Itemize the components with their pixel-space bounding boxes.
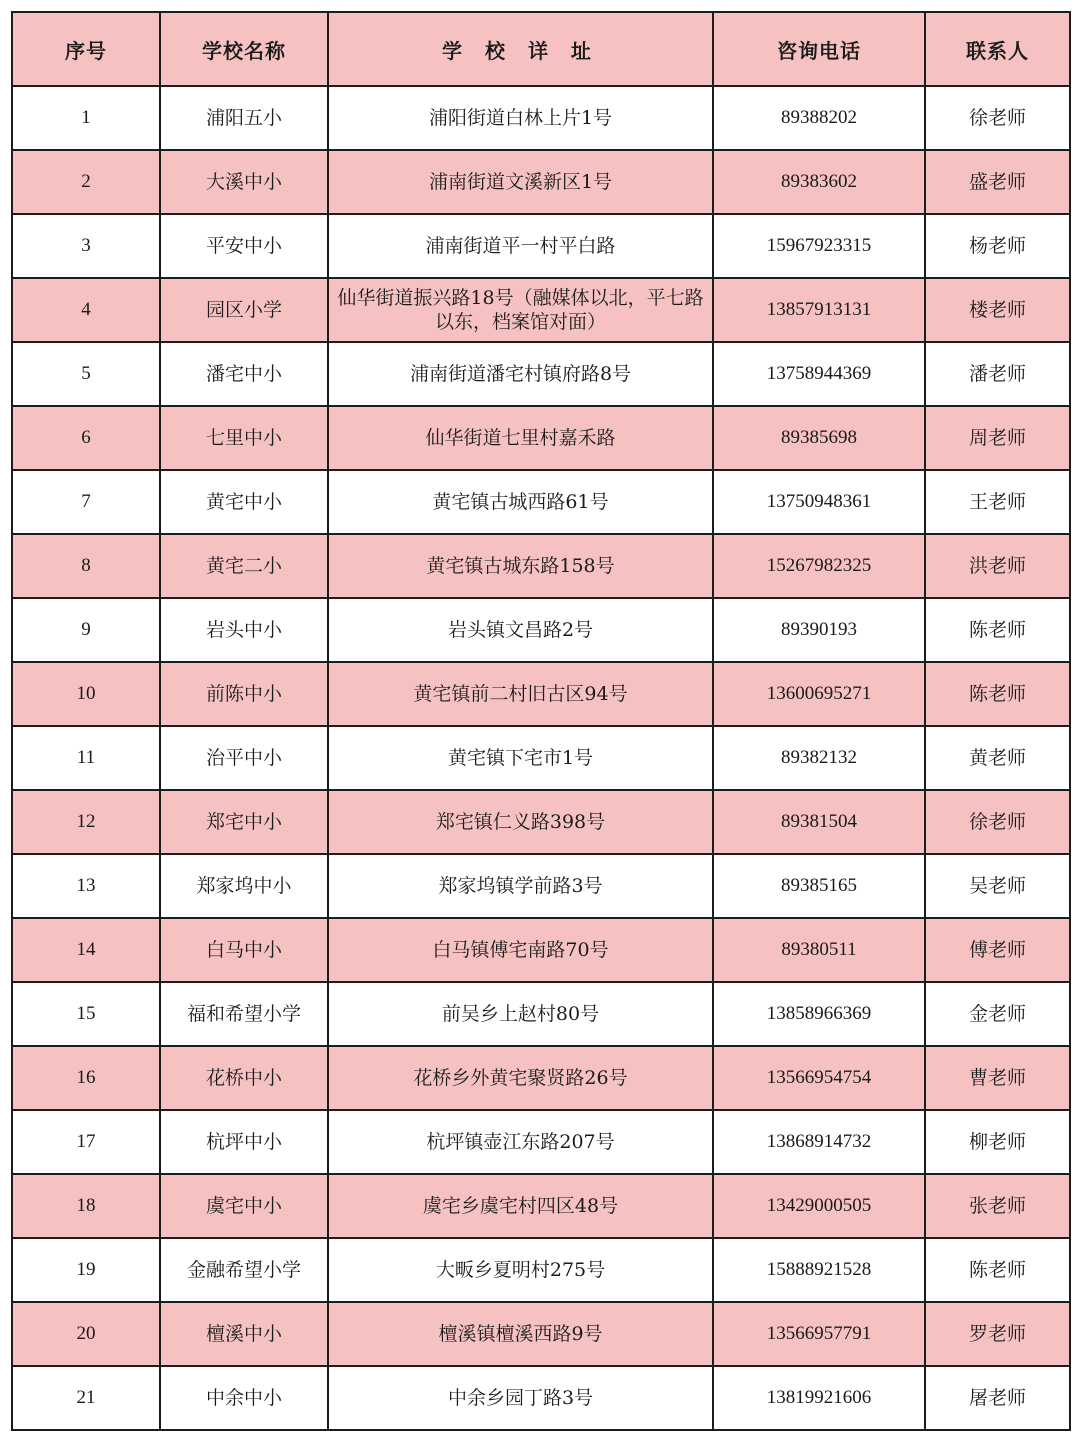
cell-serial-number: 11 [12,726,160,790]
cell-contact: 陈老师 [925,1238,1070,1302]
cell-phone: 13858966369 [713,982,925,1046]
cell-school-address: 浦阳街道白林上片1号 [328,86,713,150]
cell-school-name: 大溪中小 [160,150,328,214]
cell-serial-number: 20 [12,1302,160,1366]
cell-serial-number: 4 [12,278,160,342]
table-row [12,1366,1070,1430]
header-serial-number: 序号 [12,12,160,86]
cell-serial-number: 9 [12,598,160,662]
table-row [12,150,1070,214]
cell-school-address: 白马镇傅宅南路70号 [328,918,713,982]
cell-school-address: 浦南街道潘宅村镇府路8号 [328,342,713,406]
cell-school-address: 仙华街道振兴路18号（融媒体以北，平七路以东，档案馆对面） [328,278,713,342]
cell-school-name: 黄宅中小 [160,470,328,534]
school-contact-table [11,11,1071,1431]
cell-school-address: 黄宅镇下宅市1号 [328,726,713,790]
cell-serial-number: 12 [12,790,160,854]
cell-phone: 89380511 [713,918,925,982]
table-row [12,534,1070,598]
table-row [12,1174,1070,1238]
cell-school-address: 前吴乡上赵村80号 [328,982,713,1046]
cell-contact: 傅老师 [925,918,1070,982]
cell-school-name: 平安中小 [160,214,328,278]
cell-contact: 黄老师 [925,726,1070,790]
cell-school-address: 郑家坞镇学前路3号 [328,854,713,918]
cell-contact: 楼老师 [925,278,1070,342]
cell-school-name: 白马中小 [160,918,328,982]
cell-phone: 15967923315 [713,214,925,278]
cell-school-name: 福和希望小学 [160,982,328,1046]
cell-school-name: 黄宅二小 [160,534,328,598]
table-row [12,1046,1070,1110]
cell-school-name: 花桥中小 [160,1046,328,1110]
cell-contact: 金老师 [925,982,1070,1046]
cell-serial-number: 2 [12,150,160,214]
cell-school-name: 七里中小 [160,406,328,470]
cell-contact: 盛老师 [925,150,1070,214]
cell-serial-number: 6 [12,406,160,470]
header-phone: 咨询电话 [713,12,925,86]
cell-serial-number: 13 [12,854,160,918]
table-row [12,1302,1070,1366]
cell-serial-number: 18 [12,1174,160,1238]
cell-contact: 罗老师 [925,1302,1070,1366]
cell-phone: 15888921528 [713,1238,925,1302]
cell-school-name: 岩头中小 [160,598,328,662]
cell-phone: 89381504 [713,790,925,854]
cell-serial-number: 17 [12,1110,160,1174]
cell-phone: 89383602 [713,150,925,214]
cell-school-address: 岩头镇文昌路2号 [328,598,713,662]
table-row [12,86,1070,150]
cell-school-address: 仙华街道七里村嘉禾路 [328,406,713,470]
cell-serial-number: 8 [12,534,160,598]
cell-contact: 陈老师 [925,662,1070,726]
cell-school-name: 郑家坞中小 [160,854,328,918]
cell-contact: 徐老师 [925,790,1070,854]
cell-school-address: 郑宅镇仁义路398号 [328,790,713,854]
cell-phone: 89382132 [713,726,925,790]
cell-school-name: 金融希望小学 [160,1238,328,1302]
cell-serial-number: 19 [12,1238,160,1302]
table-row [12,406,1070,470]
table-header-row [12,12,1070,86]
cell-school-name: 园区小学 [160,278,328,342]
cell-school-name: 郑宅中小 [160,790,328,854]
cell-school-name: 檀溪中小 [160,1302,328,1366]
cell-school-name: 治平中小 [160,726,328,790]
cell-contact: 吴老师 [925,854,1070,918]
cell-serial-number: 10 [12,662,160,726]
cell-contact: 屠老师 [925,1366,1070,1430]
table-row [12,214,1070,278]
cell-contact: 曹老师 [925,1046,1070,1110]
cell-school-name: 潘宅中小 [160,342,328,406]
school-contact-sheet [11,11,1069,1431]
cell-phone: 89385698 [713,406,925,470]
cell-serial-number: 3 [12,214,160,278]
header-contact: 联系人 [925,12,1070,86]
cell-serial-number: 21 [12,1366,160,1430]
cell-phone: 89390193 [713,598,925,662]
cell-contact: 周老师 [925,406,1070,470]
cell-phone: 13600695271 [713,662,925,726]
cell-school-address: 中余乡园丁路3号 [328,1366,713,1430]
cell-school-address: 黄宅镇前二村旧古区94号 [328,662,713,726]
cell-phone: 13429000505 [713,1174,925,1238]
cell-contact: 王老师 [925,470,1070,534]
cell-school-name: 前陈中小 [160,662,328,726]
table-row [12,918,1070,982]
table-row [12,342,1070,406]
table-row [12,790,1070,854]
cell-phone: 13566957791 [713,1302,925,1366]
table-row [12,278,1070,342]
cell-serial-number: 5 [12,342,160,406]
cell-school-address: 黄宅镇古城西路61号 [328,470,713,534]
cell-contact: 张老师 [925,1174,1070,1238]
cell-contact: 洪老师 [925,534,1070,598]
cell-contact: 潘老师 [925,342,1070,406]
cell-phone: 13566954754 [713,1046,925,1110]
cell-phone: 13750948361 [713,470,925,534]
cell-serial-number: 7 [12,470,160,534]
cell-phone: 15267982325 [713,534,925,598]
cell-serial-number: 16 [12,1046,160,1110]
cell-contact: 徐老师 [925,86,1070,150]
cell-phone: 13758944369 [713,342,925,406]
table-row [12,662,1070,726]
cell-school-address: 浦南街道平一村平白路 [328,214,713,278]
cell-school-address: 檀溪镇檀溪西路9号 [328,1302,713,1366]
header-school-address: 学 校 详 址 [328,12,713,86]
cell-phone: 89385165 [713,854,925,918]
table-row [12,854,1070,918]
cell-school-address: 大畈乡夏明村275号 [328,1238,713,1302]
cell-phone: 13868914732 [713,1110,925,1174]
cell-phone: 13857913131 [713,278,925,342]
table-row [12,1110,1070,1174]
table-row [12,982,1070,1046]
cell-contact: 杨老师 [925,214,1070,278]
cell-contact: 陈老师 [925,598,1070,662]
table-row [12,598,1070,662]
table-row [12,470,1070,534]
cell-serial-number: 1 [12,86,160,150]
cell-school-address: 花桥乡外黄宅聚贤路26号 [328,1046,713,1110]
cell-phone: 89388202 [713,86,925,150]
cell-school-address: 杭坪镇壶江东路207号 [328,1110,713,1174]
table-row [12,1238,1070,1302]
table-body [12,86,1070,1430]
cell-school-name: 中余中小 [160,1366,328,1430]
cell-school-name: 浦阳五小 [160,86,328,150]
cell-phone: 13819921606 [713,1366,925,1430]
cell-school-name: 杭坪中小 [160,1110,328,1174]
cell-school-address: 黄宅镇古城东路158号 [328,534,713,598]
cell-serial-number: 14 [12,918,160,982]
header-school-name: 学校名称 [160,12,328,86]
cell-contact: 柳老师 [925,1110,1070,1174]
cell-school-address: 虞宅乡虞宅村四区48号 [328,1174,713,1238]
table-row [12,726,1070,790]
cell-serial-number: 15 [12,982,160,1046]
cell-school-name: 虞宅中小 [160,1174,328,1238]
cell-school-address: 浦南街道文溪新区1号 [328,150,713,214]
